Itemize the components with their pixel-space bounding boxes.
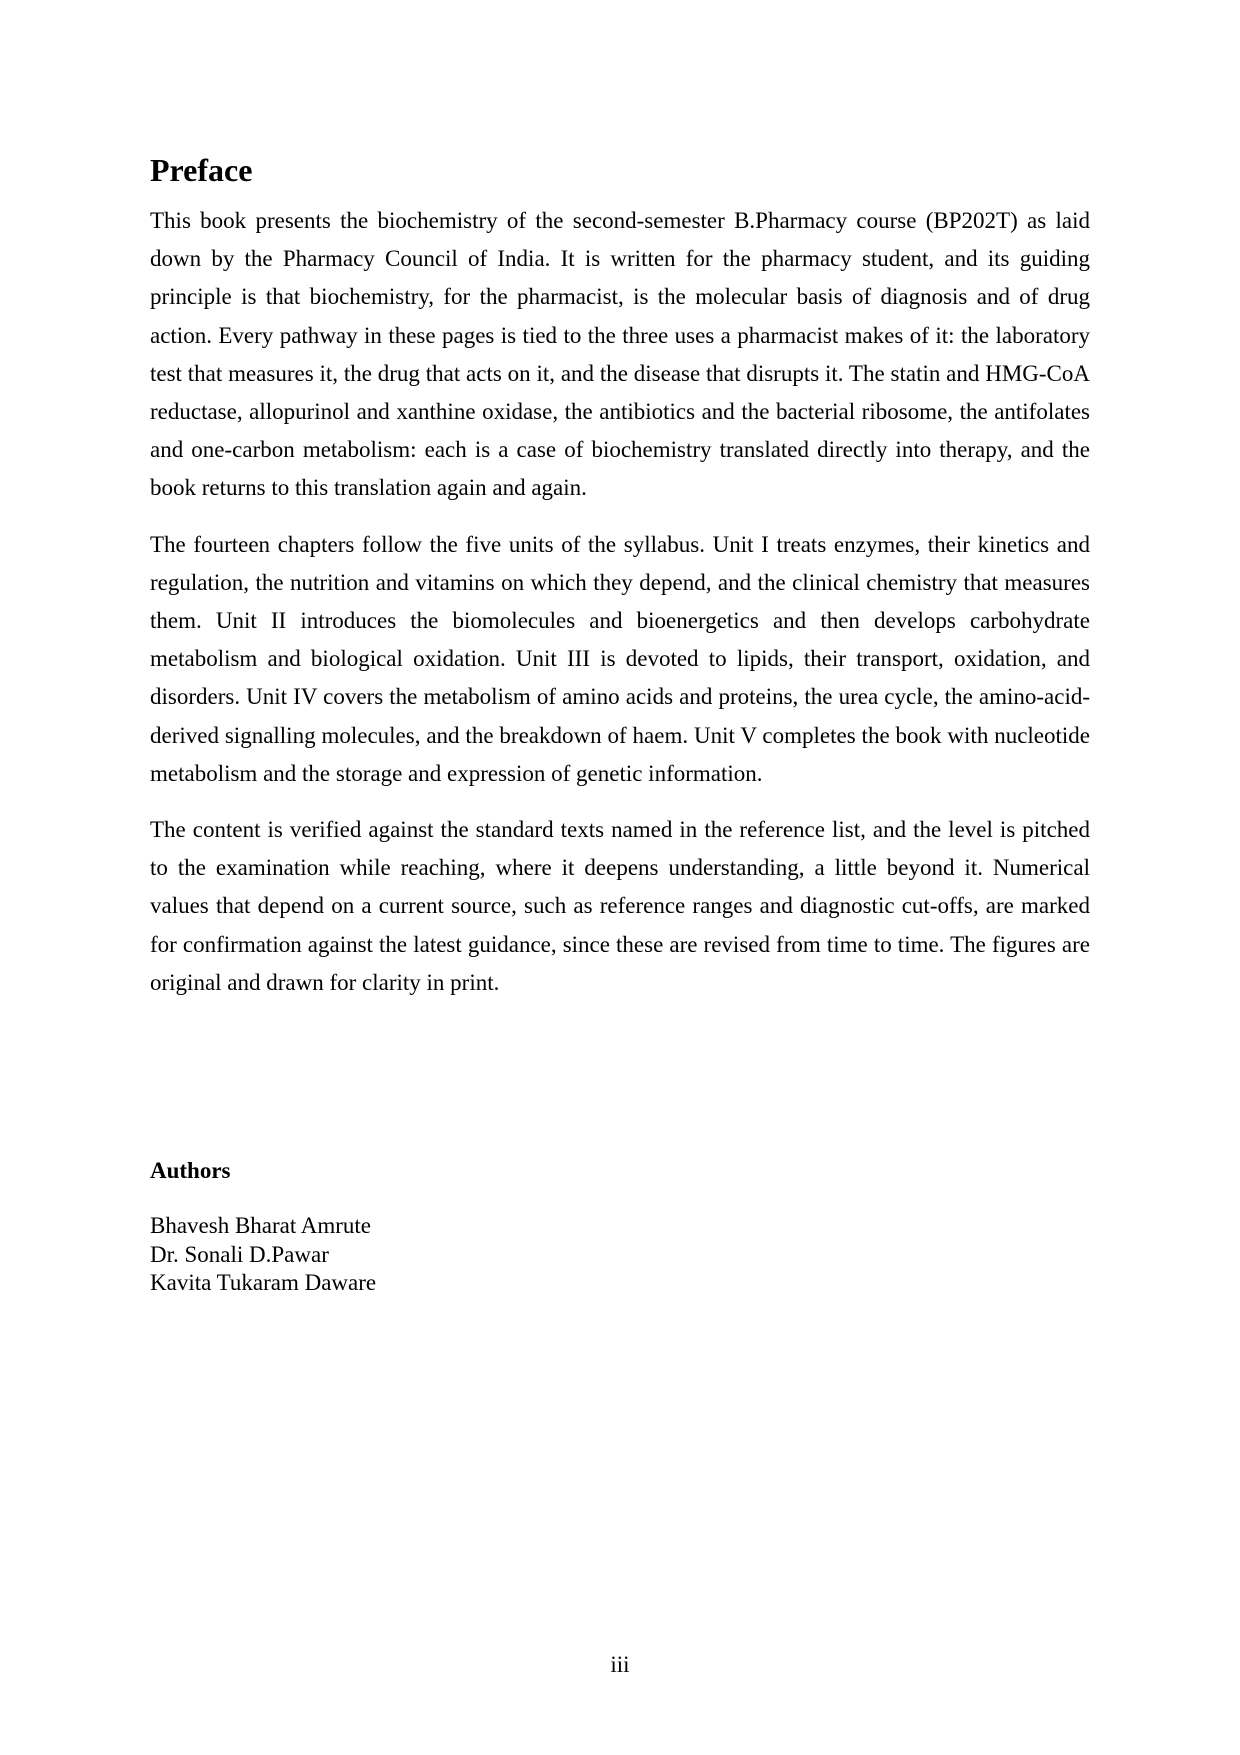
authors-heading: Authors <box>150 1158 231 1183</box>
paragraph: The fourteen chapters follow the five units of the syllabus. Unit I treats enzymes, their kinetics and regulation, the nutrition and vitamins on which they depend, and the clinical chemistry that measures them. Unit II introduces the biomolecules and bioenergetics and then develops carbohydrate metabolism and biological oxidation. Unit III is devoted to lipids, their transport, oxidation, and disorders. Unit IV covers the metabolism of amino acids and proteins, the urea cycle, the amino-acid-derived signalling molecules, and the breakdown of haem. Unit V completes the book with nucleotide metabolism and the storage and expression of genetic information. <box>150 531 1090 786</box>
authors-list <box>150 1212 376 1298</box>
preface-body <box>150 202 1090 1020</box>
paragraph: The content is verified against the standard texts named in the reference list, and the level is pitched to the examination while reaching, where it deepens understanding, a little beyond it. Numerical values that depend on a current source, such as reference ranges and diagnostic cut-offs, are marked for confirmation against the latest guidance, since these are revised from time to time. The figures are original and drawn for clarity in print. <box>150 817 1090 995</box>
page-title: Preface <box>150 152 253 188</box>
author-name: Dr. Sonali D.Pawar <box>150 1241 329 1267</box>
paragraph: This book presents the biochemistry of the second-semester B.Pharmacy course (BP202T) as laid down by the Pharmacy Council of India. It is written for the pharmacy student, and its guiding principle is that biochemistry, for the pharmacist, is the molecular basis of diagnosis and of drug action. Every pathway in these pages is tied to the three uses a pharmacist makes of it: the laboratory test that measures it, the drug that acts on it, and the disease that disrupts it. The statin and HMG-CoA reductase, allopurinol and xanthine oxidase, the antibiotics and the bacterial ribosome, the antifolates and one-carbon metabolism: each is a case of biochemistry translated directly into therapy, and the book returns to this translation again and again. <box>150 208 1090 501</box>
author-name: Bhavesh Bharat Amrute <box>150 1213 372 1238</box>
author-name: Kavita Tukaram Daware <box>150 1270 377 1295</box>
page-number: iii <box>610 1652 630 1677</box>
